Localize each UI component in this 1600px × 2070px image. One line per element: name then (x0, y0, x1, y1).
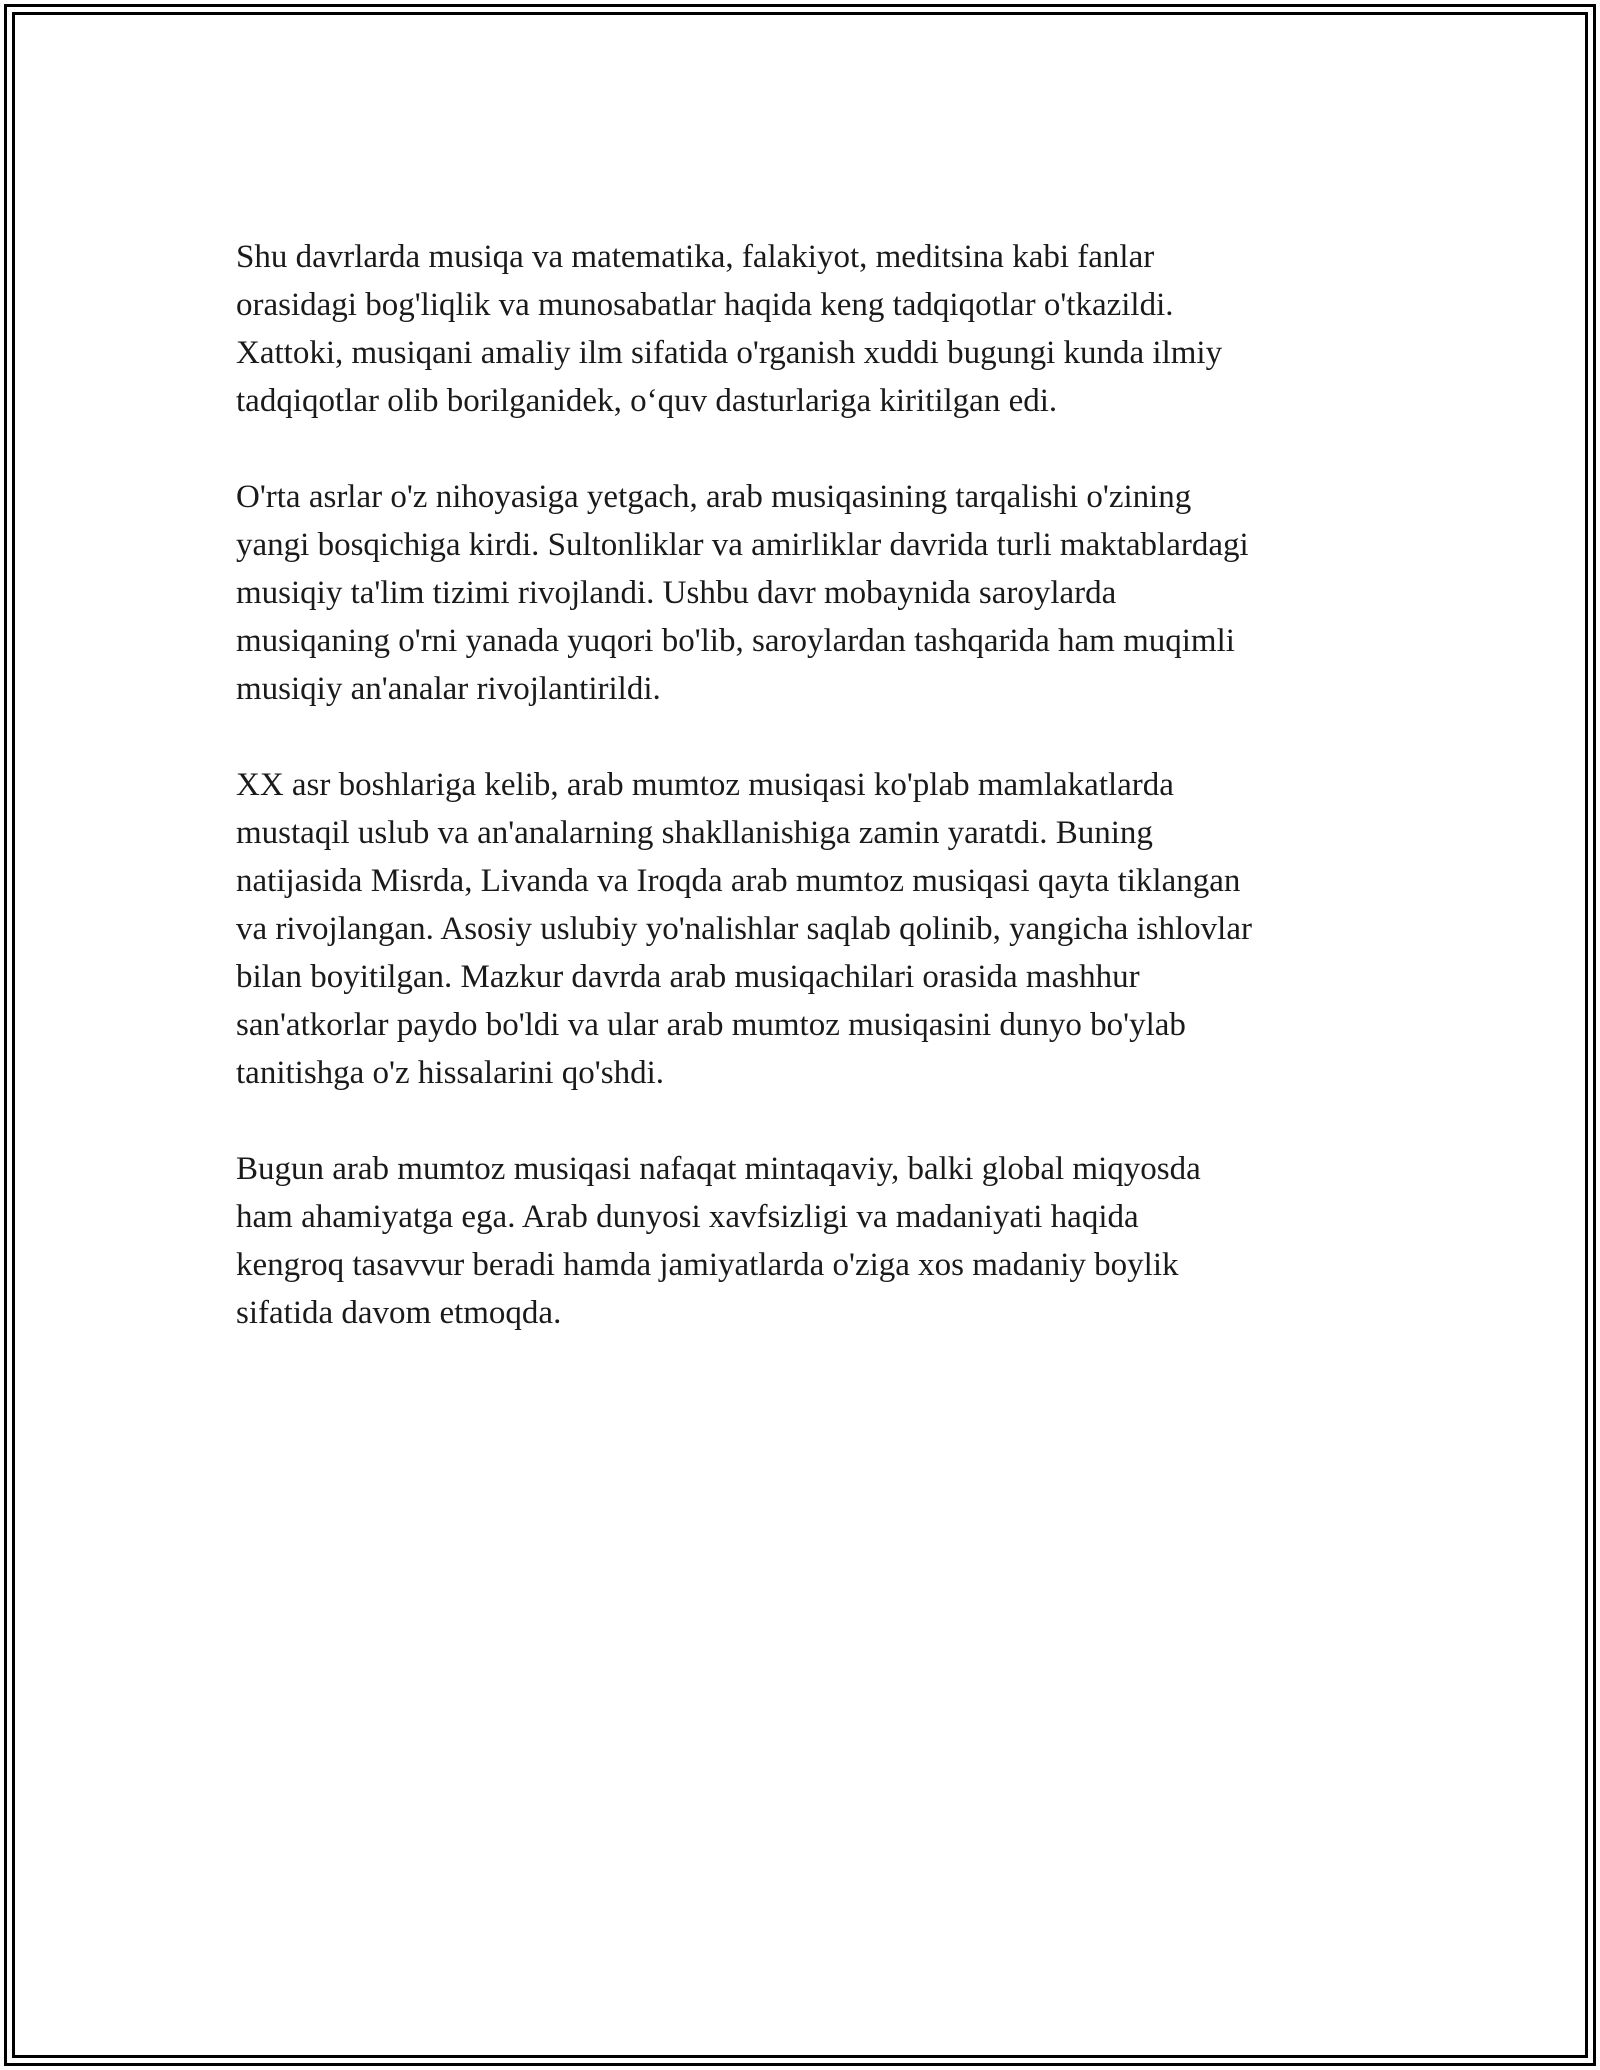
paragraph-4: Bugun arab mumtoz musiqasi nafaqat mintaqaviy, balki global miqyosda ham ahamiyatga ega. Arab dunyosi xavfsizligi va madaniyati haqida kengroq tasavvur beradi hamda jamiyatlarda o'ziga xos madaniy boylik sifatida davom etmoqda. (236, 1151, 1201, 1331)
paragraph-1: Shu davrlarda musiqa va matematika, falakiyot, meditsina kabi fanlar orasidagi bog'liqlik va munosabatlar haqida keng tadqiqotlar o'tkazildi. Xattoki, musiqani amaliy ilm sifatida o'rganish xuddi bugungi kunda ilmiy tadqiqotlar olib borilganidek, o‘quv dasturlariga kiritilgan edi. (236, 239, 1223, 419)
paragraph-3: XX asr boshlariga kelib, arab mumtoz musiqasi ko'plab mamlakatlarda mustaqil uslub va an'analarning shakllanishiga zamin yaratdi. Buning natijasida Misrda, Livanda va Iroqda arab mumtoz musiqasi qayta tiklangan va rivojlangan. Asosiy uslubiy yo'nalishlar saqlab qolinib, yangicha ishlovlar bilan boyitilgan. Mazkur davrda arab musiqachilari orasida mashhur san'atkorlar paydo bo'ldi va ular arab mumtoz musiqasini dunyo bo'ylab tanitishga o'z hissalarini qo'shdi. (236, 767, 1252, 1091)
document-body (236, 233, 1386, 1385)
paragraph-2: O'rta asrlar o'z nihoyasiga yetgach, arab musiqasining tarqalishi o'zining yangi bosqichiga kirdi. Sultonliklar va amirliklar davrida turli maktablardagi musiqiy ta'lim tizimi rivojlandi. Ushbu davr mobaynida saroylarda musiqaning o'rni yanada yuqori bo'lib, saroylardan tashqarida ham muqimli musiqiy an'analar rivojlantirildi. (236, 479, 1249, 707)
